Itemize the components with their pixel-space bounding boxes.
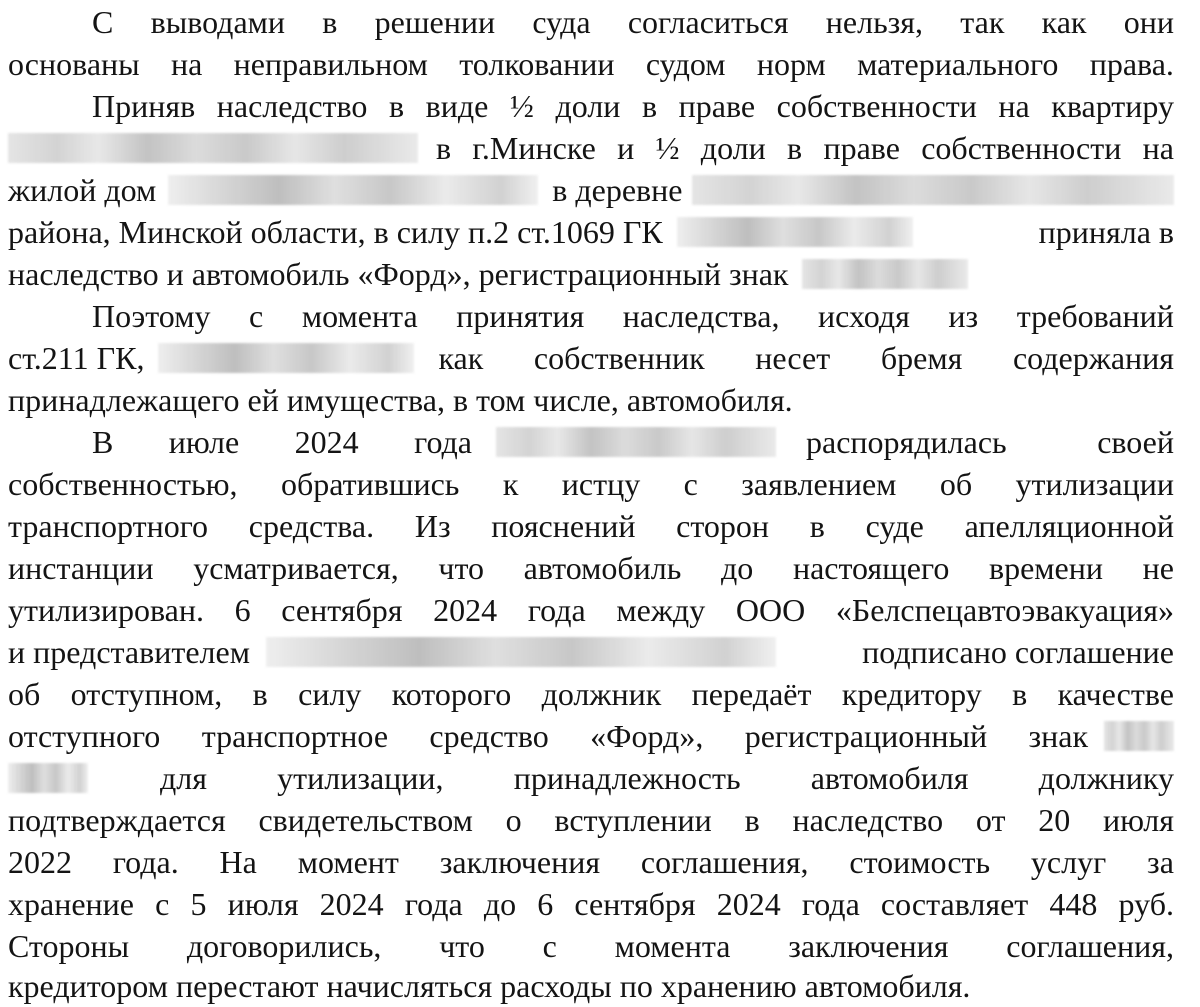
word: собственности — [921, 130, 1122, 166]
word: заявлением — [741, 466, 897, 502]
text-line-24-text: кредитором перестают начисляться расходы по хранению автомобиля. — [8, 968, 971, 1004]
word: «Белспецавтоэвакуация» — [835, 592, 1174, 628]
word: норм — [756, 46, 826, 82]
word: с — [155, 886, 170, 922]
word: несет — [755, 340, 831, 376]
word: услуг — [1030, 844, 1107, 880]
text-line-4-text — [436, 128, 1174, 168]
word: утилизации — [1015, 466, 1174, 502]
word: 6 — [234, 592, 251, 628]
word: руб. — [1118, 886, 1174, 922]
redacted-address — [8, 133, 418, 163]
text-line-23 — [8, 926, 1174, 966]
word: кредитору — [841, 676, 982, 712]
word: принадлежность — [513, 760, 741, 796]
word: об — [8, 676, 41, 712]
text-line-11-part-a — [92, 422, 472, 462]
word: в — [744, 802, 760, 838]
word: сентября — [574, 886, 696, 922]
word: вступлении — [554, 802, 712, 838]
word: сторон — [676, 508, 770, 544]
word: праве — [678, 88, 756, 124]
word: в — [436, 130, 452, 166]
word: ООО — [735, 592, 806, 628]
word: до — [721, 550, 754, 586]
word: суде — [865, 508, 924, 544]
text-line-12 — [8, 464, 1174, 504]
word: 2024 — [319, 886, 384, 922]
word: и — [617, 130, 635, 166]
word: в — [787, 130, 803, 166]
text-line-5 — [8, 170, 1174, 210]
word: усматривается, — [193, 550, 399, 586]
word: собственностью, — [8, 466, 238, 502]
word: так — [960, 4, 1005, 40]
word: для — [160, 760, 207, 796]
word: материального — [857, 46, 1059, 82]
word: в — [1012, 676, 1028, 712]
word: что — [439, 928, 485, 964]
word: как — [1041, 4, 1087, 40]
word: бремя — [880, 340, 963, 376]
word: 20 — [1038, 802, 1071, 838]
word: Поэтому — [92, 298, 211, 334]
word: распорядилась — [806, 424, 1007, 460]
text-line-18-text — [8, 716, 1088, 756]
text-line-5-part-a: жилой дом — [8, 172, 157, 208]
word: которого — [391, 676, 512, 712]
word: судом — [645, 46, 726, 82]
redacted-plate-number-continued — [8, 763, 88, 793]
word: момента — [301, 298, 418, 334]
word: нельзя, — [825, 4, 924, 40]
word: транспортного — [8, 508, 209, 544]
word: отступного — [8, 718, 161, 754]
word: заключения — [788, 928, 949, 964]
word: в — [641, 88, 658, 124]
word: инстанции — [8, 550, 154, 586]
text-line-9 — [8, 338, 1174, 378]
word: на — [170, 46, 203, 82]
word: не — [1142, 550, 1174, 586]
word: праве — [823, 130, 900, 166]
word: апелляционной — [964, 508, 1174, 544]
word: г.Минске — [472, 130, 596, 166]
text-line-7 — [8, 254, 1174, 294]
word: договорились, — [186, 928, 382, 964]
text-line-2 — [8, 44, 1174, 84]
word: доли — [700, 130, 766, 166]
word: с — [249, 298, 264, 334]
text-line-4 — [8, 128, 1174, 168]
word: об — [939, 466, 973, 502]
redacted-person-name — [496, 427, 776, 457]
word: хранение — [8, 886, 134, 922]
redacted-person-name — [158, 343, 414, 373]
word: 2022 — [8, 844, 72, 880]
word: принятия — [456, 298, 585, 334]
word: соглашения, — [1006, 928, 1174, 964]
word: в — [809, 508, 825, 544]
word: права. — [1089, 46, 1174, 82]
text-line-7-text: наследство и автомобиль «Форд», регистрационный знак — [8, 256, 789, 292]
word: за — [1147, 844, 1174, 880]
word: исходя — [818, 298, 910, 334]
word: квартиру — [1051, 88, 1174, 124]
text-line-13 — [8, 506, 1174, 546]
word: регистрационный — [744, 718, 988, 754]
text-line-16 — [8, 632, 1174, 672]
word: транспортное — [201, 718, 389, 754]
word: средство — [429, 718, 549, 754]
word: к — [502, 466, 519, 502]
word: июле — [168, 424, 240, 460]
text-line-11-part-b — [806, 422, 1174, 462]
word: С — [92, 4, 114, 40]
text-line-15 — [8, 590, 1174, 630]
word: с — [683, 466, 698, 502]
word: содержания — [1012, 340, 1174, 376]
redacted-plate-number — [802, 259, 968, 289]
text-line-19 — [8, 758, 1174, 798]
text-line-5-part-b: в деревне — [552, 172, 683, 208]
word: момент — [297, 844, 399, 880]
word: стоимость — [849, 844, 991, 880]
word: отступном, — [70, 676, 223, 712]
text-line-21 — [8, 842, 1174, 882]
word: между — [616, 592, 706, 628]
word: средства. — [248, 508, 375, 544]
word: на — [998, 88, 1030, 124]
word: выводами — [150, 4, 286, 40]
text-line-3 — [8, 86, 1174, 126]
word: что — [438, 550, 484, 586]
text-line-14 — [8, 548, 1174, 588]
word: должнику — [1038, 760, 1174, 796]
word: Стороны — [8, 928, 130, 964]
word: 5 — [190, 886, 207, 922]
word: основаны — [8, 46, 140, 82]
word: в — [252, 676, 268, 712]
word: утилизации, — [277, 760, 444, 796]
word: своей — [1097, 424, 1174, 460]
redacted-plate-number — [1104, 721, 1174, 751]
word: с — [542, 928, 557, 964]
text-line-16-part-a: и представителем — [8, 634, 250, 670]
word: неправильном — [233, 46, 428, 82]
text-line-17 — [8, 674, 1174, 714]
word: в — [388, 88, 405, 124]
word: 2024 — [294, 424, 359, 460]
text-line-6-part-b: приняла в — [1038, 214, 1174, 250]
word: пояснений — [491, 508, 636, 544]
word: заключения — [439, 844, 601, 880]
word: доли — [555, 88, 621, 124]
word: 448 — [1049, 886, 1098, 922]
word: года. — [112, 844, 179, 880]
word: Приняв — [92, 88, 196, 124]
word: 2024 — [433, 592, 498, 628]
word: соглашения, — [640, 844, 809, 880]
word: в — [322, 4, 338, 40]
word: настоящего — [792, 550, 950, 586]
text-line-22 — [8, 884, 1174, 924]
redacted-person-name — [677, 217, 913, 247]
word: сентября — [281, 592, 403, 628]
text-line-18 — [8, 716, 1174, 756]
redacted-village-name — [692, 175, 1174, 205]
text-line-6 — [8, 212, 1174, 252]
word: года — [404, 886, 463, 922]
word: автомобиля — [810, 760, 969, 796]
word: из — [948, 298, 979, 334]
text-line-6-part-a: района, Минской области, в силу п.2 ст.1069 ГК — [8, 214, 663, 250]
word: года — [414, 424, 472, 460]
word: Из — [414, 508, 451, 544]
word: должник — [541, 676, 662, 712]
word: 2024 — [716, 886, 781, 922]
word: На — [219, 844, 257, 880]
word: о — [505, 802, 522, 838]
word: качестве — [1057, 676, 1174, 712]
word: автомобиль — [523, 550, 682, 586]
word: момента — [614, 928, 731, 964]
text-line-1 — [8, 2, 1174, 42]
word: свидетельством — [258, 802, 473, 838]
word: знак — [1028, 718, 1088, 754]
redacted-representative-name — [266, 637, 776, 667]
word: наследство — [216, 88, 368, 124]
word: как — [438, 340, 484, 376]
word: В — [92, 424, 114, 460]
word: виде — [425, 88, 489, 124]
text-line-10 — [8, 380, 1174, 420]
word: наследство — [792, 802, 944, 838]
word: года — [527, 592, 586, 628]
word: силу — [298, 676, 362, 712]
word: суда — [532, 4, 591, 40]
text-line-19-text — [160, 758, 1174, 798]
word: требований — [1016, 298, 1174, 334]
word: собственности — [776, 88, 977, 124]
word: «Форд», — [590, 718, 704, 754]
word: составляет — [880, 886, 1029, 922]
word: июля — [227, 886, 299, 922]
word: ½ — [509, 88, 534, 124]
text-line-10-text: принадлежащего ей имущества, в том числе, автомобиля. — [8, 382, 793, 418]
text-line-8 — [8, 296, 1174, 336]
word: истцу — [561, 466, 641, 502]
word: собственник — [533, 340, 705, 376]
redacted-house-address — [168, 175, 538, 205]
text-line-20 — [8, 800, 1174, 840]
word: на — [1142, 130, 1174, 166]
text-line-11 — [8, 422, 1174, 462]
text-line-9-part-a: ст.211 ГК, — [8, 340, 145, 376]
word: года — [801, 886, 860, 922]
word: ½ — [655, 130, 680, 166]
word: 6 — [537, 886, 554, 922]
word: наследства, — [622, 298, 780, 334]
word: передаёт — [691, 676, 812, 712]
word: они — [1123, 4, 1174, 40]
text-line-24 — [8, 966, 1174, 1006]
text-line-9-part-b — [438, 338, 1174, 378]
word: решении — [374, 4, 496, 40]
word: июля — [1103, 802, 1174, 838]
word: времени — [988, 550, 1103, 586]
word: утилизирован. — [8, 592, 204, 628]
word: до — [483, 886, 517, 922]
text-line-16-part-b: подписано соглашение — [862, 634, 1174, 670]
word: обратившись — [280, 466, 460, 502]
word: от — [975, 802, 1006, 838]
word: согласиться — [627, 4, 789, 40]
word: толковании — [459, 46, 615, 82]
word: подтверждается — [8, 802, 226, 838]
